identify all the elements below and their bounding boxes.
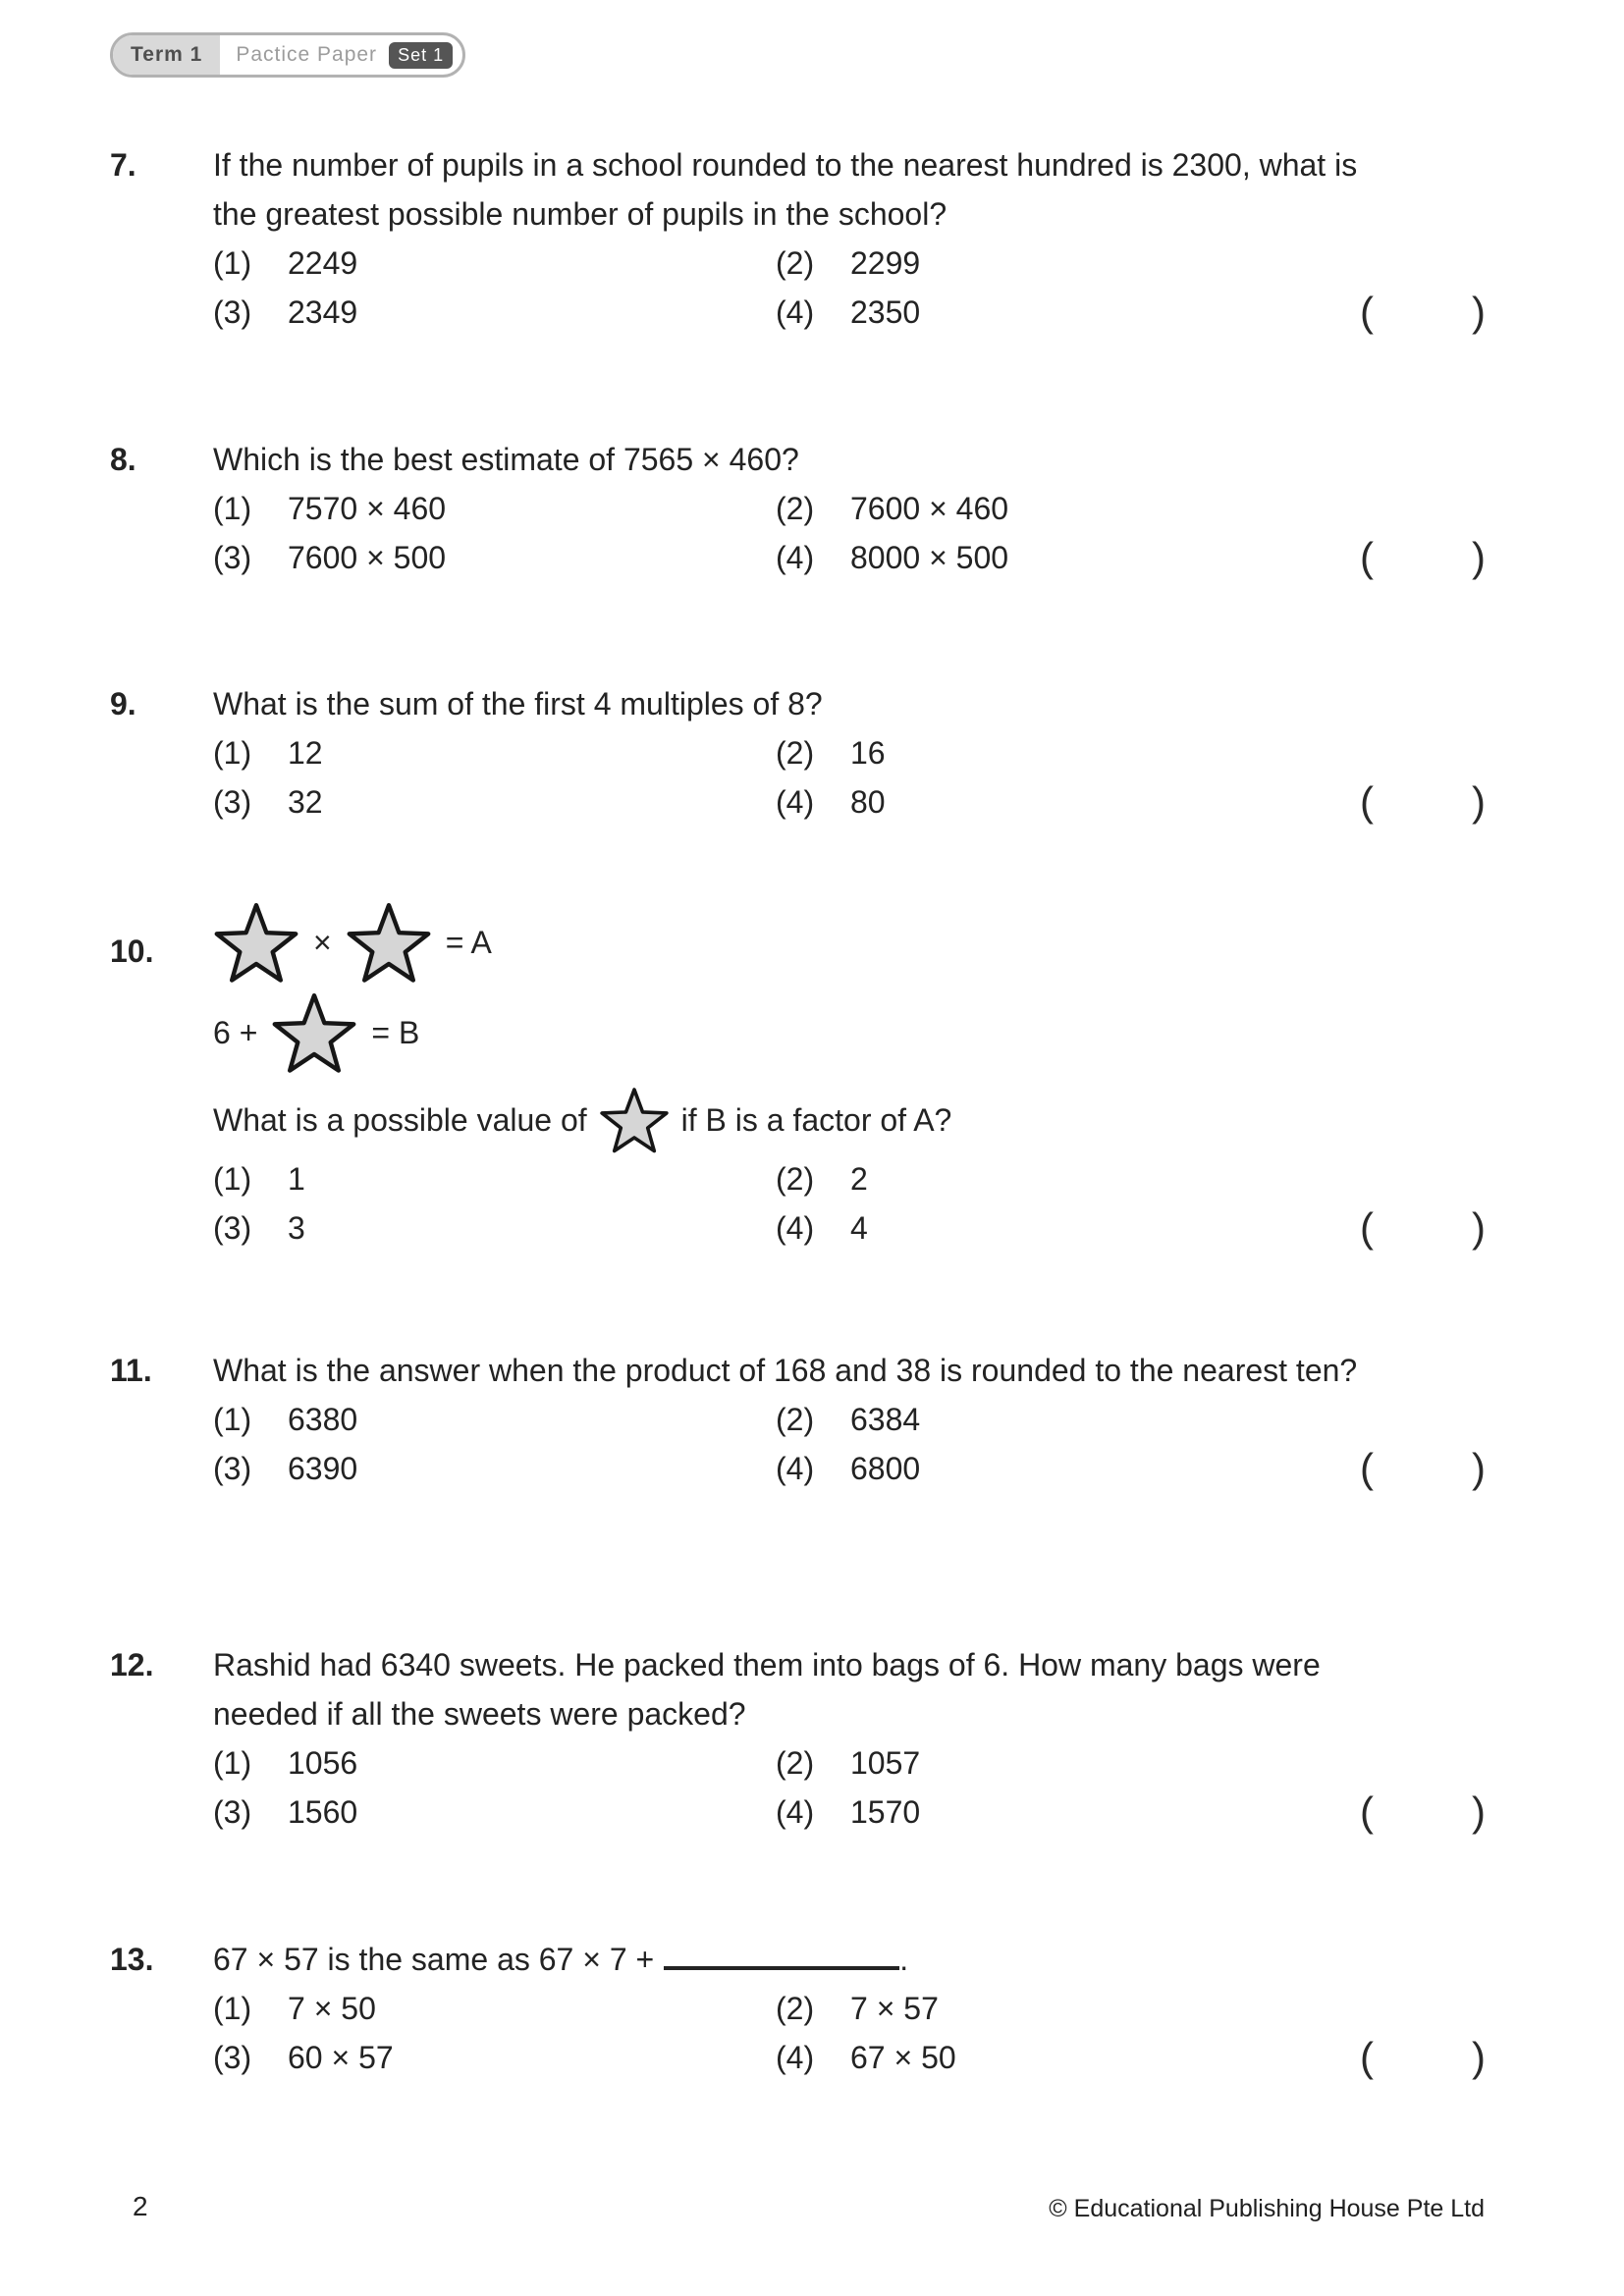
option-1 [213,1738,776,1788]
option-3 [213,2033,776,2082]
bracket-open: ( [1360,778,1374,825]
option-label: (2) [776,1745,815,1781]
option-2 [776,484,1008,533]
options-row [213,1984,1486,2033]
option-3 [213,1788,776,1837]
option-1 [213,1395,776,1444]
option-label: (1) [213,735,252,771]
option-value: 6390 [288,1451,358,1486]
answer-bracket [1360,533,1486,582]
option-3 [213,533,776,582]
question-8 [110,435,1486,582]
option-2 [776,1738,920,1788]
answer-bracket [1360,1788,1486,1837]
option-4 [776,1444,920,1493]
options-row [213,2033,1486,2082]
option-value: 12 [288,735,323,771]
star-icon [271,989,357,1076]
bracket-open: ( [1360,289,1374,335]
option-value: 1056 [288,1745,358,1781]
option-2 [776,728,886,777]
equation-result: = A [445,925,492,960]
question-7 [110,140,1486,337]
question-number: 13. [110,1942,154,1977]
option-label: (4) [776,2040,815,2075]
bracket-close: ) [1472,2034,1486,2080]
option-label: (4) [776,1451,815,1486]
option-label: (2) [776,491,815,526]
question-text: Which is the best estimate of 7565 × 460? [213,442,799,477]
paper-type-label: Pactice Paper [236,43,378,66]
options-row [213,484,1486,533]
option-label: (4) [776,294,815,330]
question-text-after-blank: . [899,1942,909,1977]
option-2 [776,239,920,288]
options-row [213,1738,1486,1788]
option-label: (2) [776,735,815,771]
question-number: 8. [110,442,136,477]
star-icon [599,1085,670,1155]
option-4 [776,288,920,337]
option-label: (4) [776,540,815,575]
options-row [213,1395,1486,1444]
option-value: 7600 × 460 [850,491,1009,526]
bracket-close: ) [1472,1445,1486,1491]
option-label: (1) [213,1745,252,1781]
star-icon [346,899,432,986]
option-value: 2349 [288,294,358,330]
question-text-before-blank: 67 × 57 is the same as 67 × 7 + [213,1942,655,1977]
option-3 [213,1444,776,1493]
options-row [213,1788,1486,1837]
star-icon [213,899,299,986]
option-value: 7570 × 460 [288,491,447,526]
bracket-close: ) [1472,534,1486,580]
option-label: (3) [213,540,252,575]
bracket-open: ( [1360,1445,1374,1491]
question-text: Rashid had 6340 sweets. He packed them into bags of 6. How many bags were needed if all the sweets were packed? [213,1647,1321,1732]
option-2 [776,1984,939,2033]
question-text [213,1935,1391,1984]
option-2 [776,1154,868,1203]
answer-bracket [1360,1444,1486,1493]
equation-prefix: 6 + [213,1015,258,1050]
answer-bracket [1360,1203,1486,1253]
option-value: 1 [288,1161,305,1197]
option-label: (1) [213,245,252,281]
options-row [213,288,1486,337]
question-text [213,1086,1486,1154]
option-value: 16 [850,735,886,771]
option-value: 2249 [288,245,358,281]
option-value: 4 [850,1210,868,1246]
options-row [213,239,1486,288]
option-value: 7 × 50 [288,1991,376,2026]
options-row [213,1154,1486,1203]
option-4 [776,777,886,827]
header-badge [110,32,465,78]
option-4 [776,2033,956,2082]
set-badge: Set 1 [389,42,453,69]
options-row [213,777,1486,827]
bracket-open: ( [1360,1204,1374,1251]
option-value: 60 × 57 [288,2040,394,2075]
option-label: (2) [776,1161,815,1197]
answer-bracket [1360,777,1486,827]
bracket-open: ( [1360,1789,1374,1835]
option-4 [776,1788,920,1837]
option-3 [213,288,776,337]
bracket-open: ( [1360,2034,1374,2080]
question-text: What is the sum of the first 4 multiples of 8? [213,686,823,721]
option-label: (1) [213,1161,252,1197]
option-value: 2 [850,1161,868,1197]
question-9 [110,679,1486,827]
question-number: 12. [110,1647,154,1682]
equation-result: = B [371,1015,420,1050]
option-value: 6800 [850,1451,921,1486]
equation-star-times-star [213,899,1486,986]
option-value: 1560 [288,1794,358,1830]
question-text-before: What is a possible value of [213,1102,587,1138]
option-value: 80 [850,784,886,820]
option-label: (1) [213,1402,252,1437]
bracket-close: ) [1472,1204,1486,1251]
question-number: 7. [110,147,136,183]
option-1 [213,239,776,288]
option-label: (3) [213,1210,252,1246]
option-label: (3) [213,1451,252,1486]
options-row [213,728,1486,777]
copyright-text: © Educational Publishing House Pte Ltd [1049,2195,1485,2222]
option-label: (2) [776,1991,815,2026]
option-value: 3 [288,1210,305,1246]
option-value: 2350 [850,294,921,330]
option-1 [213,1984,776,2033]
answer-bracket [1360,288,1486,337]
option-value: 6384 [850,1402,921,1437]
question-text: What is the answer when the product of 168 and 38 is rounded to the nearest ten? [213,1353,1358,1388]
option-4 [776,1203,868,1253]
question-10 [110,899,1486,1253]
option-value: 67 × 50 [850,2040,956,2075]
option-label: (2) [776,245,815,281]
option-value: 7600 × 500 [288,540,447,575]
option-1 [213,484,776,533]
option-3 [213,1203,776,1253]
option-label: (3) [213,2040,252,2075]
option-4 [776,533,1008,582]
bracket-close: ) [1472,1789,1486,1835]
equation-operator: × [313,925,332,960]
question-13 [110,1935,1486,2082]
option-label: (3) [213,294,252,330]
option-2 [776,1395,920,1444]
answer-bracket [1360,2033,1486,2082]
question-text-after: if B is a factor of A? [680,1102,952,1138]
option-value: 8000 × 500 [850,540,1009,575]
option-value: 2299 [850,245,921,281]
option-label: (1) [213,491,252,526]
option-label: (1) [213,1991,252,2026]
option-3 [213,777,776,827]
option-label: (4) [776,1210,815,1246]
option-value: 1057 [850,1745,921,1781]
option-label: (4) [776,784,815,820]
option-label: (3) [213,784,252,820]
question-number: 11. [110,1353,152,1388]
question-11 [110,1346,1486,1493]
option-1 [213,728,776,777]
question-number: 9. [110,686,136,721]
equation-six-plus-star [213,989,1486,1076]
options-row [213,1444,1486,1493]
option-value: 1570 [850,1794,921,1830]
option-value: 7 × 57 [850,1991,939,2026]
question-number: 10. [110,934,154,969]
options-row [213,533,1486,582]
option-value: 6380 [288,1402,358,1437]
question-text: If the number of pupils in a school rounded to the nearest hundred is 2300, what is the greatest possible number of pupils in the school? [213,147,1358,232]
option-value: 32 [288,784,323,820]
option-1 [213,1154,776,1203]
fill-in-blank-line [664,1937,899,1970]
options-row [213,1203,1486,1253]
bracket-close: ) [1472,778,1486,825]
question-12 [110,1640,1486,1837]
option-label: (4) [776,1794,815,1830]
bracket-close: ) [1472,289,1486,335]
term-label: Term 1 [113,35,220,75]
bracket-open: ( [1360,534,1374,580]
page-number: 2 [133,2191,148,2221]
option-label: (2) [776,1402,815,1437]
option-label: (3) [213,1794,252,1830]
